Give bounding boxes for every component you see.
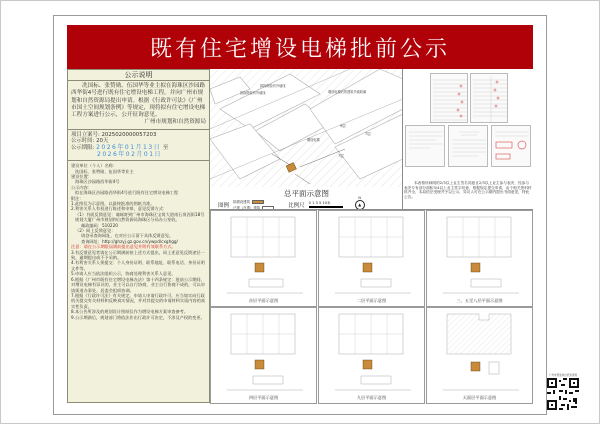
consent-statement: 本表格所载明的2/3以上业主签名同意且2/3以上业主参与表决，经参与表决专有部分面积3/4以上业主签字同意，根据规定提交申请，由于相关资料材料齐全，本局依法受理并予以公示，异议人可在公示期内提出书面意见，特此公告。 [404,181,532,199]
site-plan [210,69,403,209]
query-url-link[interactable]: 查询网址：http://ghzyj.gz.gov.cn/ywpd/cxghgg/ [81,238,178,244]
floor-plan-1 [210,210,317,307]
site-annotation: 增设电梯后的建筑外墙轮廓 [328,90,367,94]
content-label: 公示内容： [71,184,92,190]
floor-plans [210,209,533,403]
building-label: 7层 [365,132,371,136]
floor-plan-3 [426,210,533,307]
rule-item: 3.有反馈意见者请在公示期满前按上述方式提出，同上述意见反馈途径一致，逾期提出或不予采纳。 [71,249,205,261]
consent-form-thumbnail [470,73,508,123]
publicity-dates: 公示期限: 2026年01月13日 至 [71,143,169,151]
qr-label: 广州市规划和自然资源局 [548,374,578,377]
site-plan-title: 总平面示意图 [284,189,329,198]
notice-heading: 公示说明 [68,70,209,81]
rule-item: 4.有利害关系人须提交：个人身份证明、联系地址、联系电话、身份证明文件等。 [71,260,205,271]
page-title [67,25,533,69]
stamped-document-thumbnail [491,125,531,167]
note-item: 请登录查询网址，在对应公示留下具体反馈意见。 [81,233,174,239]
floor-plan-caption: 首层平面示意图 [248,298,279,303]
consent-form-thumbnail [430,73,468,123]
site-annotation: 增设电梯 [307,138,320,142]
legend-label: 图例 [218,202,230,209]
legend-item: 拟增设建筑 [233,199,274,204]
date-start: 2026年01月13日 [96,143,162,151]
floor-plan-6 [426,307,533,404]
rule-item: 9.公示期满后，规划部门将依法作出行政许可决定，不涉及产权的变更。 [71,314,205,320]
date-end: 2026年02月01日 [97,150,163,158]
note-item: 2.利害关系人有权进行陈述和申辩，意见反馈方式： [71,206,168,212]
site-annotation: 拟拆除原有外墙线 [240,91,266,95]
note-item: （1）书面反馈意见：请邮寄到广州市海珠区宝岗大道南石岗西街18号规划大厦广州市规划和自然资源局海珠区分局办公室收。 [75,211,205,223]
legend-items [233,199,274,209]
divider [68,160,209,161]
floor-plan-4 [210,307,317,404]
scale-bar: 0 1 3 5 10米 [309,201,343,208]
rule-item: 6.根据《广州市既有住宅增设电梯办法》第十四条规定：批前公示期间，对增设电梯有异议的，业主可以自行协商，业主自行协商不成的，可以申请街道办事处、居委会组织协调。 [71,276,206,293]
applicant-value: 冼国标、张赞勋、伍国华等业主 [75,168,134,174]
rule-item: 7.根据《行政许可法》有关规定，申请人申请行政许可，应当如实向行政机关提交有关材料和反映真实情况，并对其提交的申请材料实质内容的真实性负责。 [71,292,206,309]
note-item: （2）网上反馈意见： [75,228,116,234]
date-end-row [71,152,206,159]
notice-intro: 冼国标、张赞勋、伍国华等业主拟在海珠区沙园路西华街4号进行既有住宅增设电梯工程，并向广州市规划和自然资源局提出申请。根据《行政许可法》《广州市国土空间规划条例》等规定，现将拟有住宅增设电梯工程方案进行公示，公开征询意见。 [71,83,206,119]
rule-item: 8.本公告所涉及的规划设计图纸仅作为增设电梯方案审查参考。 [71,309,189,315]
site-plan-legend [218,195,365,209]
project-number: 项目立案号: 2025020000057203 [71,131,157,138]
floor-plan-caption: 四层平面示意图 [248,395,279,400]
document-thumbnail [405,125,445,167]
site-plan-drawing [210,69,403,187]
notice-issuer: 广州市规划和自然资源局 [144,119,206,126]
title-text: 既有住宅增设电梯批前公示 [149,36,450,62]
notice-panel [67,69,210,403]
warning-note: 注意：请在公示期限届满前提出意见并附有效联系方式。 [71,244,176,250]
rule-item: 5.申请人应当依法组织公示，协商处理利害关系人意见。 [71,271,176,277]
floor-plan-caption: 二层平面示意图 [356,298,387,303]
note-item: 邮政编码：510220 [81,222,118,228]
divider [68,129,209,130]
notes-label: 附注： [71,195,84,201]
content-value: 拟在海珠区沙园路西华街4号进行既有住宅增设电梯工程 [75,190,179,196]
floor-plan-caption: 三、五至八层平面示意图 [456,298,503,303]
location-label: 建设位置： [71,173,92,179]
applicant-label: 建设单位（个人）名称： [71,163,118,169]
building-label: 9层 [340,124,346,128]
qr-code-icon [547,378,579,410]
note-item: 1.此图仅为示意图，以最终批准的图纸为准。 [71,201,155,206]
north-arrow-icon: N ▲ [355,200,365,210]
legend-item: 已建（在建）建筑 [233,205,274,209]
publicity-period: 公示时间: 20天 [71,138,109,145]
floor-plan-caption: 九层平面示意图 [356,395,387,400]
floor-plan-caption: 天面层平面示意图 [462,395,497,400]
location-value: 海珠区沙园路西华街4号 [75,179,120,185]
floor-plan-5 [318,307,425,404]
legend-swatch-new [252,200,264,204]
floor-plan-2 [318,210,425,307]
scale-label: 比例尺 [288,202,305,209]
qr-code[interactable] [547,378,579,410]
site-annotation: 拟拆除原有外墙线 [260,84,286,88]
building-label: 7层 [338,154,344,158]
document-thumbnail [448,125,488,167]
